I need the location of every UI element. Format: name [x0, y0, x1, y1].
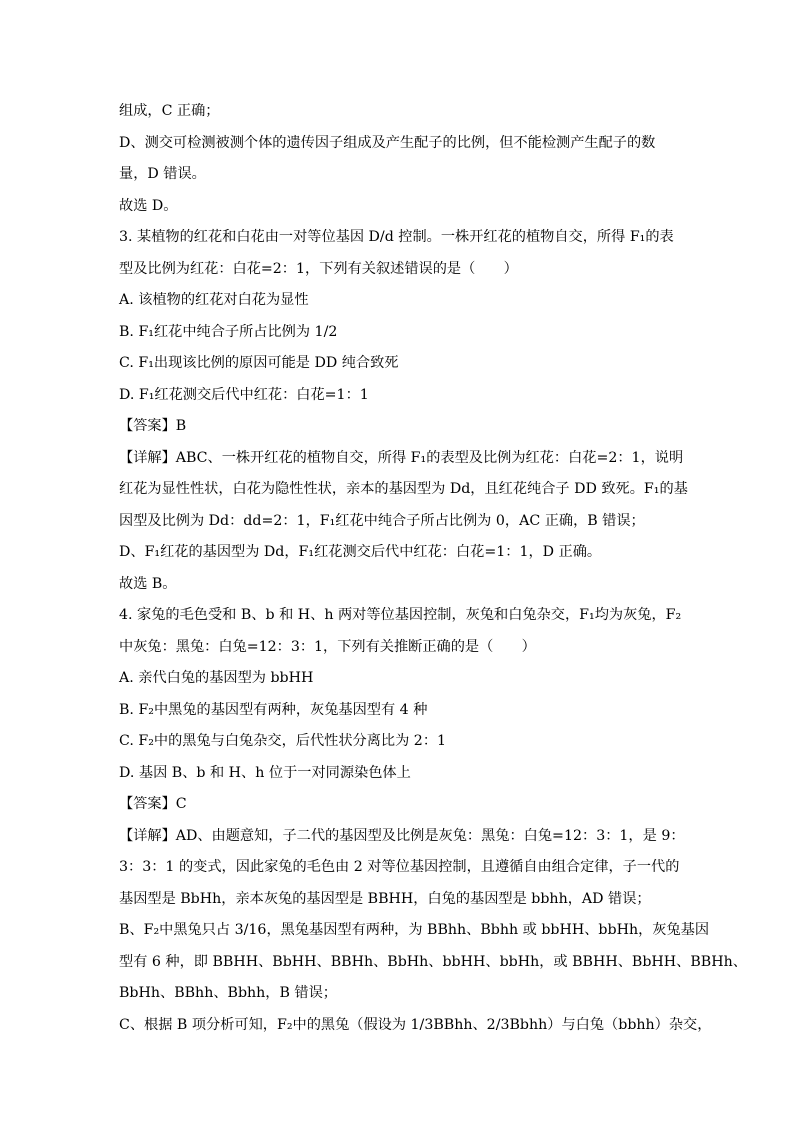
answer-label: 【答案】C	[119, 796, 187, 812]
question-4-line: 4. 家兔的毛色受和 B、b 和 H、h 两对等位基因控制，灰兔和白兔杂交，F₁均为灰兔，F₂	[119, 607, 682, 623]
explanation-line: 【详解】ABC、一株开红花的植物自交，所得 F₁的表型及比例为红花：白花=2：1，说明	[119, 449, 684, 466]
explanation-line: C、根据 B 项分析可知，F₂中的黑兔（假设为 1/3BBhh、2/3Bbhh）与白兔（bbhh）杂交，	[119, 1016, 712, 1033]
explanation-line: 【详解】AD、由题意知，子二代的基因型及比例是灰兔：黑兔：白兔=12：3：1，是 9：	[119, 827, 685, 844]
answer-label: 【答案】B	[119, 418, 187, 434]
question-4-line: 中灰兔：黑兔：白兔=12：3：1，下列有关推断正确的是（ ）	[119, 638, 536, 655]
explanation-line: 红花为显性性状，白花为隐性性状，亲本的基因型为 Dd，且红花纯合子 DD 致死。F₁的基	[119, 481, 688, 497]
explanation-line: 基因型是 BbHh，亲本灰兔的基因型是 BBHH，白兔的基因型是 bbhh，AD 错误；	[119, 890, 651, 907]
explanation-line: BbHh、BBhh、Bbhh，B 错误；	[119, 985, 337, 1001]
text-line: D、测交可检测被测个体的遗传因子组成及产生配子的比例，但不能检测产生配子的数	[119, 134, 656, 151]
option-a: A. 亲代白兔的基因型为 bbHH	[119, 670, 314, 686]
option-d: D. 基因 B、b 和 H、h 位于一对同源染色体上	[119, 764, 411, 781]
text-line: 故选 B。	[119, 575, 177, 592]
text-line: 组成，C 正确；	[119, 103, 220, 119]
option-b: B. F₁红花中纯合子所占比例为 1/2	[119, 323, 338, 340]
option-c: C. F₂中的黑兔与白兔杂交，后代性状分离比为 2：1	[119, 733, 447, 749]
text-line: 故选 D。	[119, 197, 178, 214]
option-d: D. F₁红花测交后代中红花：白花=1：1	[119, 386, 369, 403]
question-3-line: 型及比例为红花：白花=2：1，下列有关叙述错误的是（ ）	[119, 260, 518, 277]
explanation-line: D、F₁红花的基因型为 Dd，F₁红花测交后代中红花：白花=1：1，D 正确。	[119, 544, 602, 560]
option-a: A. 该植物的红花对白花为显性	[119, 292, 309, 308]
question-3-line: 3. 某植物的红花和白花由一对等位基因 D/d 控制。一株开红花的植物自交，所得 F₁的表	[119, 229, 674, 245]
option-c: C. F₁出现该比例的原因可能是 DD 纯合致死	[119, 355, 399, 371]
explanation-line: 因型及比例为 Dd：dd=2：1，F₁红花中纯合子所占比例为 0，AC 正确，B 错误；	[119, 512, 645, 529]
document-page	[119, 96, 747, 1041]
explanation-line: B、F₂中黑兔只占 3/16，黑兔基因型有两种，为 BBhh、Bbhh 或 bbHH、bbHh，灰兔基因	[119, 922, 710, 938]
option-b: B. F₂中黑兔的基因型有两种，灰兔基因型有 4 种	[119, 701, 428, 718]
explanation-line: 型有 6 种，即 BBHH、BbHH、BBHh、BbHh、bbHH、bbHh，或 BBHH、BbHH、BBHh、	[119, 953, 747, 970]
explanation-line: 3：3：1 的变式，因此家兔的毛色由 2 对等位基因控制，且遵循自由组合定律，子一代的	[119, 859, 680, 875]
text-line: 量，D 错误。	[119, 166, 206, 182]
